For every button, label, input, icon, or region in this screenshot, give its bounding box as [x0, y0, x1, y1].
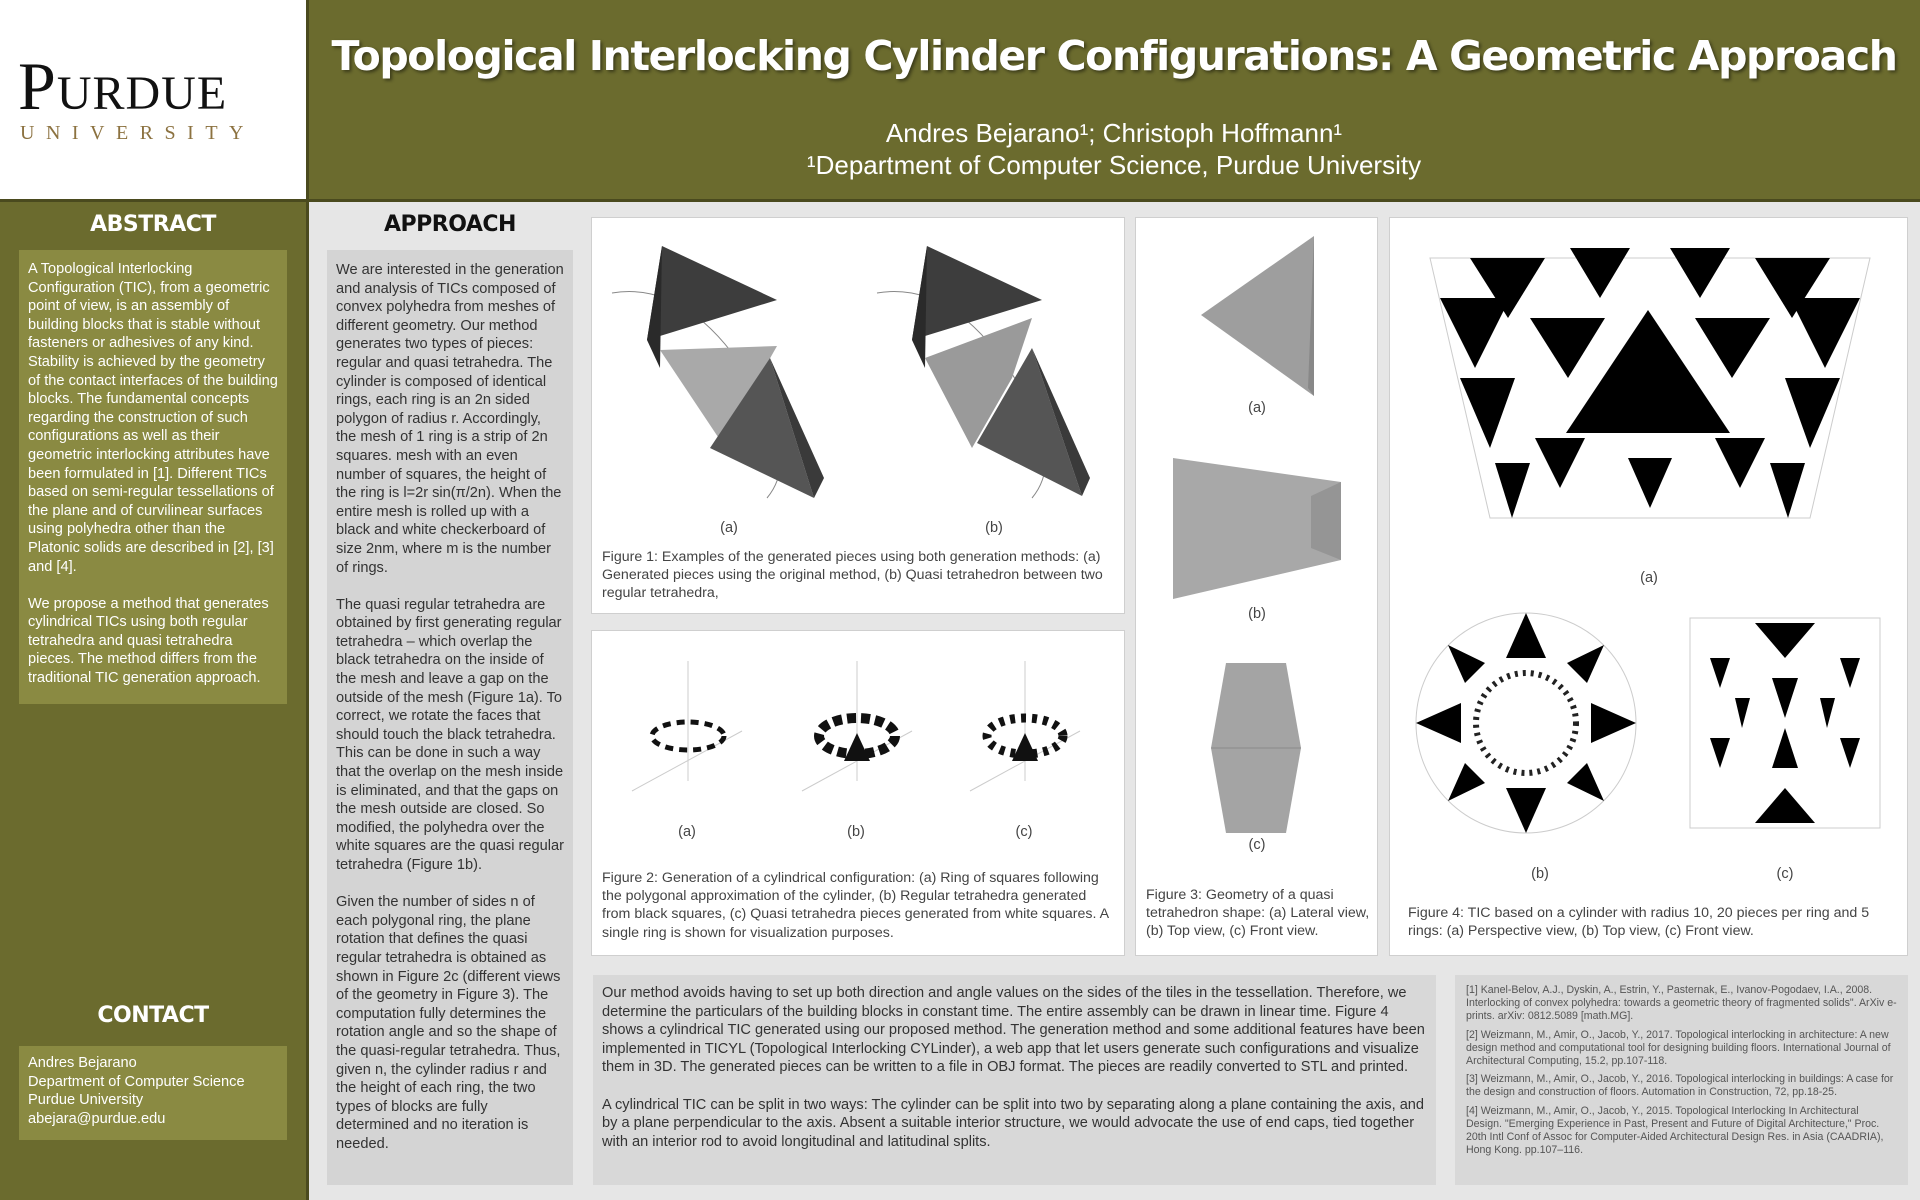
figure-2b-ring — [802, 661, 912, 791]
figure-3c-label: (c) — [1248, 837, 1266, 853]
contact-name: Andres Bejarano — [28, 1055, 137, 1071]
figure-3-panel — [1135, 217, 1378, 956]
poster-affiliation: ¹Department of Computer Science, Purdue University — [806, 150, 1422, 180]
figure-2b-label: (b) — [847, 824, 865, 840]
figure-3a-label: (a) — [1248, 400, 1266, 416]
figure-2-caption: Figure 2: Generation of a cylindrical configuration: (a) Ring of squares following the polygonal approximation of the cylinder, (b) Regular tetrahedra generated from black squares, (c) Quasi tetrahedra pieces generated from white squares. A single ring is shown for visualization purposes. — [602, 870, 1109, 941]
logo-subtitle: UNIVERSITY — [20, 122, 255, 144]
poster-header — [308, 0, 1920, 199]
reference-item: [3] Weizmann, M., Amir, O., Jacob, Y., 2016. Topological interlocking in buildings: A case for the design and construction of floors. Automation in Construction, 72, pp.18-25. — [1466, 1073, 1894, 1099]
figure-2a-ring — [632, 661, 742, 791]
figure-1a-pieces — [612, 246, 824, 498]
results-box — [593, 975, 1436, 1185]
contact-heading: CONTACT — [97, 1003, 209, 1028]
tetra-dark — [647, 246, 662, 368]
contact-email[interactable]: abejara@purdue.edu — [28, 1110, 166, 1127]
approach-paragraph-2: The quasi regular tetrahedra are obtained by first generating regular tetrahedra – which overlap the black tetrahedra on the inside of the mesh and leave a gap on the outside of the mesh (Figure 1a). To correct, we rotate the faces that should touch the black tetrahedra. This can be done in such a way that the overlap on the mesh inside is eliminated, and that the gaps on the mesh outside are closed. So modified, the polyhedra over the white squares are the quasi regular tetrahedra (Figure 1b). — [336, 596, 564, 873]
references-box — [1455, 975, 1908, 1185]
figure-4a-label: (a) — [1640, 570, 1658, 586]
figure-2c-label: (c) — [1015, 824, 1033, 840]
approach-heading: APPROACH — [384, 212, 516, 237]
figure-4-panel — [1389, 217, 1908, 956]
figure-4a-perspective — [1430, 248, 1870, 518]
approach-box — [327, 250, 573, 1185]
abstract-heading: ABSTRACT — [90, 212, 216, 237]
results-paragraph-2: A cylindrical TIC can be split in two ways: The cylinder can be split into two by separating along a plane containing the axis, and by a plane perpendicular to the axis. Absent a suitable interior structure, we would advocate the use of end caps, tied together with an interior rod to avoid longitudinal and latitudinal splits. — [602, 1096, 1425, 1150]
university-logo — [0, 0, 306, 199]
reference-item: [1] Kanel-Belov, A.J., Dyskin, A., Estrin, Y., Pasternak, E., Ivanov-Pogodaev, I.A., 2008. Interlocking of convex polyhedra: towards a geometric theory of fragmented solids". ArXiv e-prints. arXiv: 0812.5089 [math.MG]. — [1466, 984, 1897, 1023]
abstract-paragraph-1: A Topological Interlocking Configuration (TIC), from a geometric point of view, is an assembly of building blocks that is stable without fasteners or adhesives of any kind. Stability is achieved by the geometry of the contact interfaces of the building blocks. The fundamental concepts regarding the construction of such configurations as well as their geometric interlocking attributes have been formulated in [1]. Different TICs based on semi-regular tessellations of the plane and of curvilinear surfaces using polyhedra other than the Platonic solids are described in [2], [3] and [4]. — [28, 261, 278, 575]
figure-4-caption: Figure 4: TIC based on a cylinder with radius 10, 20 pieces per ring and 5 rings: (a) Perspective view, (b) Top view, (c) Front view. — [1408, 905, 1870, 940]
contact-department: Department of Computer Science — [28, 1073, 245, 1090]
figure-1-caption: Figure 1: Examples of the generated pieces using both generation methods: (a) Generated pieces using the original method, (b) Quasi tetrahedron between two regular tetrahedra, — [602, 549, 1103, 602]
reference-item: [4] Weizmann, M., Amir, O., Jacob, Y., 2015. Topological Interlocking In Architectural Design. "Emerging Experience in Past, Present and Future of Digital Architecture," Proc. 20th Intl Conf of Assoc for Computer-Aided Architectural Design Res. in Asia (CAADRIA), Hong Kong. pp.107–116. — [1466, 1104, 1884, 1157]
figure-2-panel — [591, 630, 1125, 956]
tetra-dark — [912, 246, 927, 368]
figure-1b-label: (b) — [985, 520, 1003, 536]
approach-paragraph-3: Given the number of sides n of each polygonal ring, the plane rotation that defines the quasi regular tetrahedra is obtained as shown in Figure 2c (different views of the geometry in Figure 3). The computation fully determines the rotation angle and so the shape of the quasi-regular tetrahedra. Thus, given n, the cylinder radius r and the height of each ring, the two types of blocks are fully determined and no iteration is needed. — [336, 894, 561, 1152]
figure-4-drawing — [1390, 218, 1909, 957]
results-paragraph-1: Our method avoids having to set up both direction and angle values on the sides of the tiles in the tessellation. Therefore, we determine the particulars of the building blocks in constant time. The entire assembly can be drawn in linear time. Figure 4 shows a cylindrical TIC generated using our proposed method. The generation method and some additional features have been implemented in TICYL (Topological Interlocking CYLinder), a web app that let users generate such configurations and visualize them in 3D. The generated pieces can be written to a file in OBJ format. The pieces are readily converted to STL and printed. — [602, 985, 1425, 1076]
figure-3-caption: Figure 3: Geometry of a quasi tetrahedron shape: (a) Lateral view, (b) Top view, (c) Front view. — [1146, 887, 1370, 940]
figure-2a-label: (a) — [678, 824, 696, 840]
column-divider — [306, 0, 309, 1200]
logo-wordmark: Purdue — [18, 48, 228, 124]
abstract-box — [19, 250, 287, 704]
figure-4c-front — [1690, 618, 1880, 828]
figure-4b-top — [1416, 613, 1636, 833]
figure-1a-label: (a) — [720, 520, 738, 536]
figure-4c-label: (c) — [1776, 866, 1794, 882]
poster-title: Topological Interlocking Cylinder Configurations: A Geometric Approach — [331, 32, 1897, 80]
header-divider — [0, 199, 1920, 202]
figure-2c-ring — [970, 661, 1080, 791]
contact-university: Purdue University — [28, 1092, 144, 1109]
quasi-tetra-lateral — [1201, 236, 1314, 396]
reference-item: [2] Weizmann, M., Amir, O., Jacob, Y., 2017. Topological interlocking in architecture: A new design method and computational tool for designing building floors. International Journal of Architectural Computing, 15.2, pp.107-118. — [1466, 1028, 1891, 1068]
poster-authors: Andres Bejarano¹; Christoph Hoffmann¹ — [885, 118, 1343, 148]
figure-4b-label: (b) — [1531, 866, 1549, 882]
approach-paragraph-1: We are interested in the generation and analysis of TICs composed of convex polyhedra from meshes of different geometry. Our method generates two types of pieces: regular and quasi tetrahedra. The cylinder is composed of identical rings, each ring is an 2n sided polygon of radius r. Accordingly, the mesh of 1 ring is a strip of 2n squares. mesh with an even number of squares, the height of the ring is l=2r sin(π/2n). When the entire mesh is rolled up with a black and white checkerboard of size 2nm, where m is the number of rings. — [336, 262, 564, 576]
abstract-paragraph-2: We propose a method that generates cylindrical TICs using both regular tetrahedra and quasi tetrahedra pieces. The method differs from the traditional TIC generation approach. — [28, 595, 269, 687]
figure-1-panel — [591, 217, 1125, 614]
tetra-dark — [647, 246, 777, 340]
figure-1b-pieces — [877, 246, 1090, 498]
figure-3b-label: (b) — [1248, 606, 1266, 622]
contact-box — [19, 1046, 287, 1140]
